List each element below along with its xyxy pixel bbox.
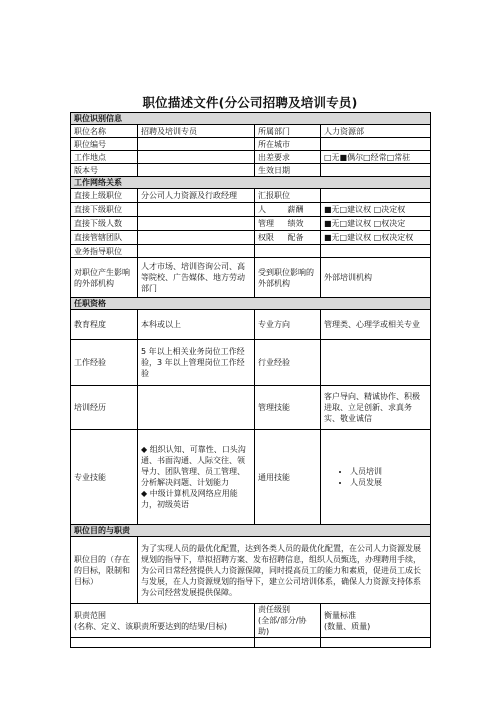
page-title: 职位描述文件(分公司招聘及培训专员) [142,95,358,110]
label-general-skills: 通用技能 [255,430,321,525]
header-measurement: 衡量标准 (数量、质量) [321,604,431,638]
label-position-name: 职位名称 [71,125,138,138]
value-department: 人力资源部 [321,125,431,138]
header-responsibility-level: 责任级别 (全部/部分/协助) [255,604,321,638]
value-city [321,138,431,151]
label-purpose: 职位目的（存在的目标，限制和目标） [71,537,138,604]
label-report-to: 汇报职位 [255,189,321,203]
value-travel: □无■偶尔□经常□常驻 [321,151,431,164]
label-work-experience: 工作经验 [71,340,138,386]
label-affected-external: 受到职位影响的外部机构 [255,258,321,298]
authority-performance: 绩效 [287,219,304,228]
value-education: 本科或以上 [138,310,255,340]
value-work-experience: 5 年以上相关业务岗位工作经验，3 年以上管理岗位工作经验 [138,340,255,386]
authority-performance-options: ■无□建议权 □权决定 [321,217,431,231]
value-subordinate-count [138,217,255,231]
value-position-name: 招聘及培训专员 [138,125,255,138]
header-duty-scope: 职责范围 (名称、定义、该职责所要达到的结果/目标) [71,604,255,638]
label-position-code: 职位编号 [71,138,138,151]
value-affected-external: 外部培训机构 [321,258,431,298]
value-effective-date [321,164,431,177]
label-training-history: 培训经历 [71,386,138,430]
value-industry-experience [321,340,431,386]
label-team: 直接管辖团队 [71,231,138,245]
value-position-code [138,138,255,151]
value-version [138,164,255,177]
value-external-influencers: 人才市场、培训咨询公司、高等院校、广告媒体、地方劳动部门 [138,258,255,298]
value-report-to [321,189,431,203]
label-business-guidance: 业务指导职位 [71,245,138,258]
value-team [138,231,255,245]
label-travel: 出差要求 [255,151,321,164]
empty-cell [255,638,321,648]
section-header-purpose: 职位目的与职责 [71,525,431,537]
label-city: 所在城市 [255,138,321,151]
value-purpose: 为了实现人员的最优化配置，达到各类人员的最优化配置，在公司人力资源发展规划的指导下，草拟招聘方案、发布招聘信息，组织人员甄选，办理聘用手续，为公司日常经营提供人力资源保障，同时提高员工的能力和素质，促进员工成长与发展，在人力资源规划的指导下，建立公司培训体系，确保人力资源支持体系为公司经营发展提供保障。 [138,537,431,604]
value-general-skills [321,430,431,525]
professional-skill-item: ◆ 组织认知、可靠性、口头沟通、书面沟通、人际交往、领导力、团队管理、员工管理、分析解决问题、计划能力 [141,445,246,487]
authority-char-3: 权限 [258,233,274,242]
general-skill-item: • 人员发展 [350,477,427,488]
label-management-skills: 管理技能 [255,386,321,430]
empty-cell [71,638,255,648]
empty-cell [255,245,321,258]
label-professional-skills: 专业技能 [71,430,138,525]
value-superior: 分公司人力资源及行政经理 [138,189,255,203]
label-version: 版本号 [71,164,138,177]
authority-salary-options: ■无□建议权 □决定权 [321,203,431,217]
label-superior: 直接上级职位 [71,189,138,203]
label-industry-experience: 行业经验 [255,340,321,386]
section-header-identification: 职位识别信息 [71,113,431,125]
label-effective-date: 生效日期 [255,164,321,177]
value-work-site [138,151,255,164]
value-professional-skills [138,430,255,525]
value-business-guidance [138,245,255,258]
value-major: 管理类、心理学或相关专业 [321,310,431,340]
label-department: 所属部门 [255,125,321,138]
empty-cell [321,638,431,648]
general-skill-item: • 人员培训 [350,466,427,477]
authority-row-2 [255,217,321,231]
value-management-skills: 客户导向、精诚协作、积极进取、立足创新、求真务实、敬业诚信 [321,386,431,430]
authority-char-1: 人 [258,205,266,214]
label-education: 教育程度 [71,310,138,340]
label-work-site: 工作地点 [71,151,138,164]
professional-skill-item: ◆ 中级计算机及网络应用能力，初级英语 [141,489,238,509]
authority-char-2: 管理 [258,219,274,228]
label-subordinate-count: 直接下级人数 [71,217,138,231]
section-header-network: 工作网络关系 [71,177,431,189]
authority-row-1 [255,203,321,217]
authority-salary: 薪酬 [287,205,304,214]
authority-staffing-options: ■无□建议权 □权决定权 [321,231,431,245]
label-external-influencers: 对职位产生影响的外部机构 [71,258,138,298]
label-subordinate-position: 直接下级职位 [71,203,138,217]
label-major: 专业方向 [255,310,321,340]
section-header-qualifications: 任职资格 [71,298,431,310]
value-subordinate-position [138,203,255,217]
empty-cell [321,245,431,258]
authority-row-3 [255,231,321,245]
job-description-table [70,112,431,648]
value-training-history [138,386,255,430]
authority-staffing: 配备 [287,233,304,242]
